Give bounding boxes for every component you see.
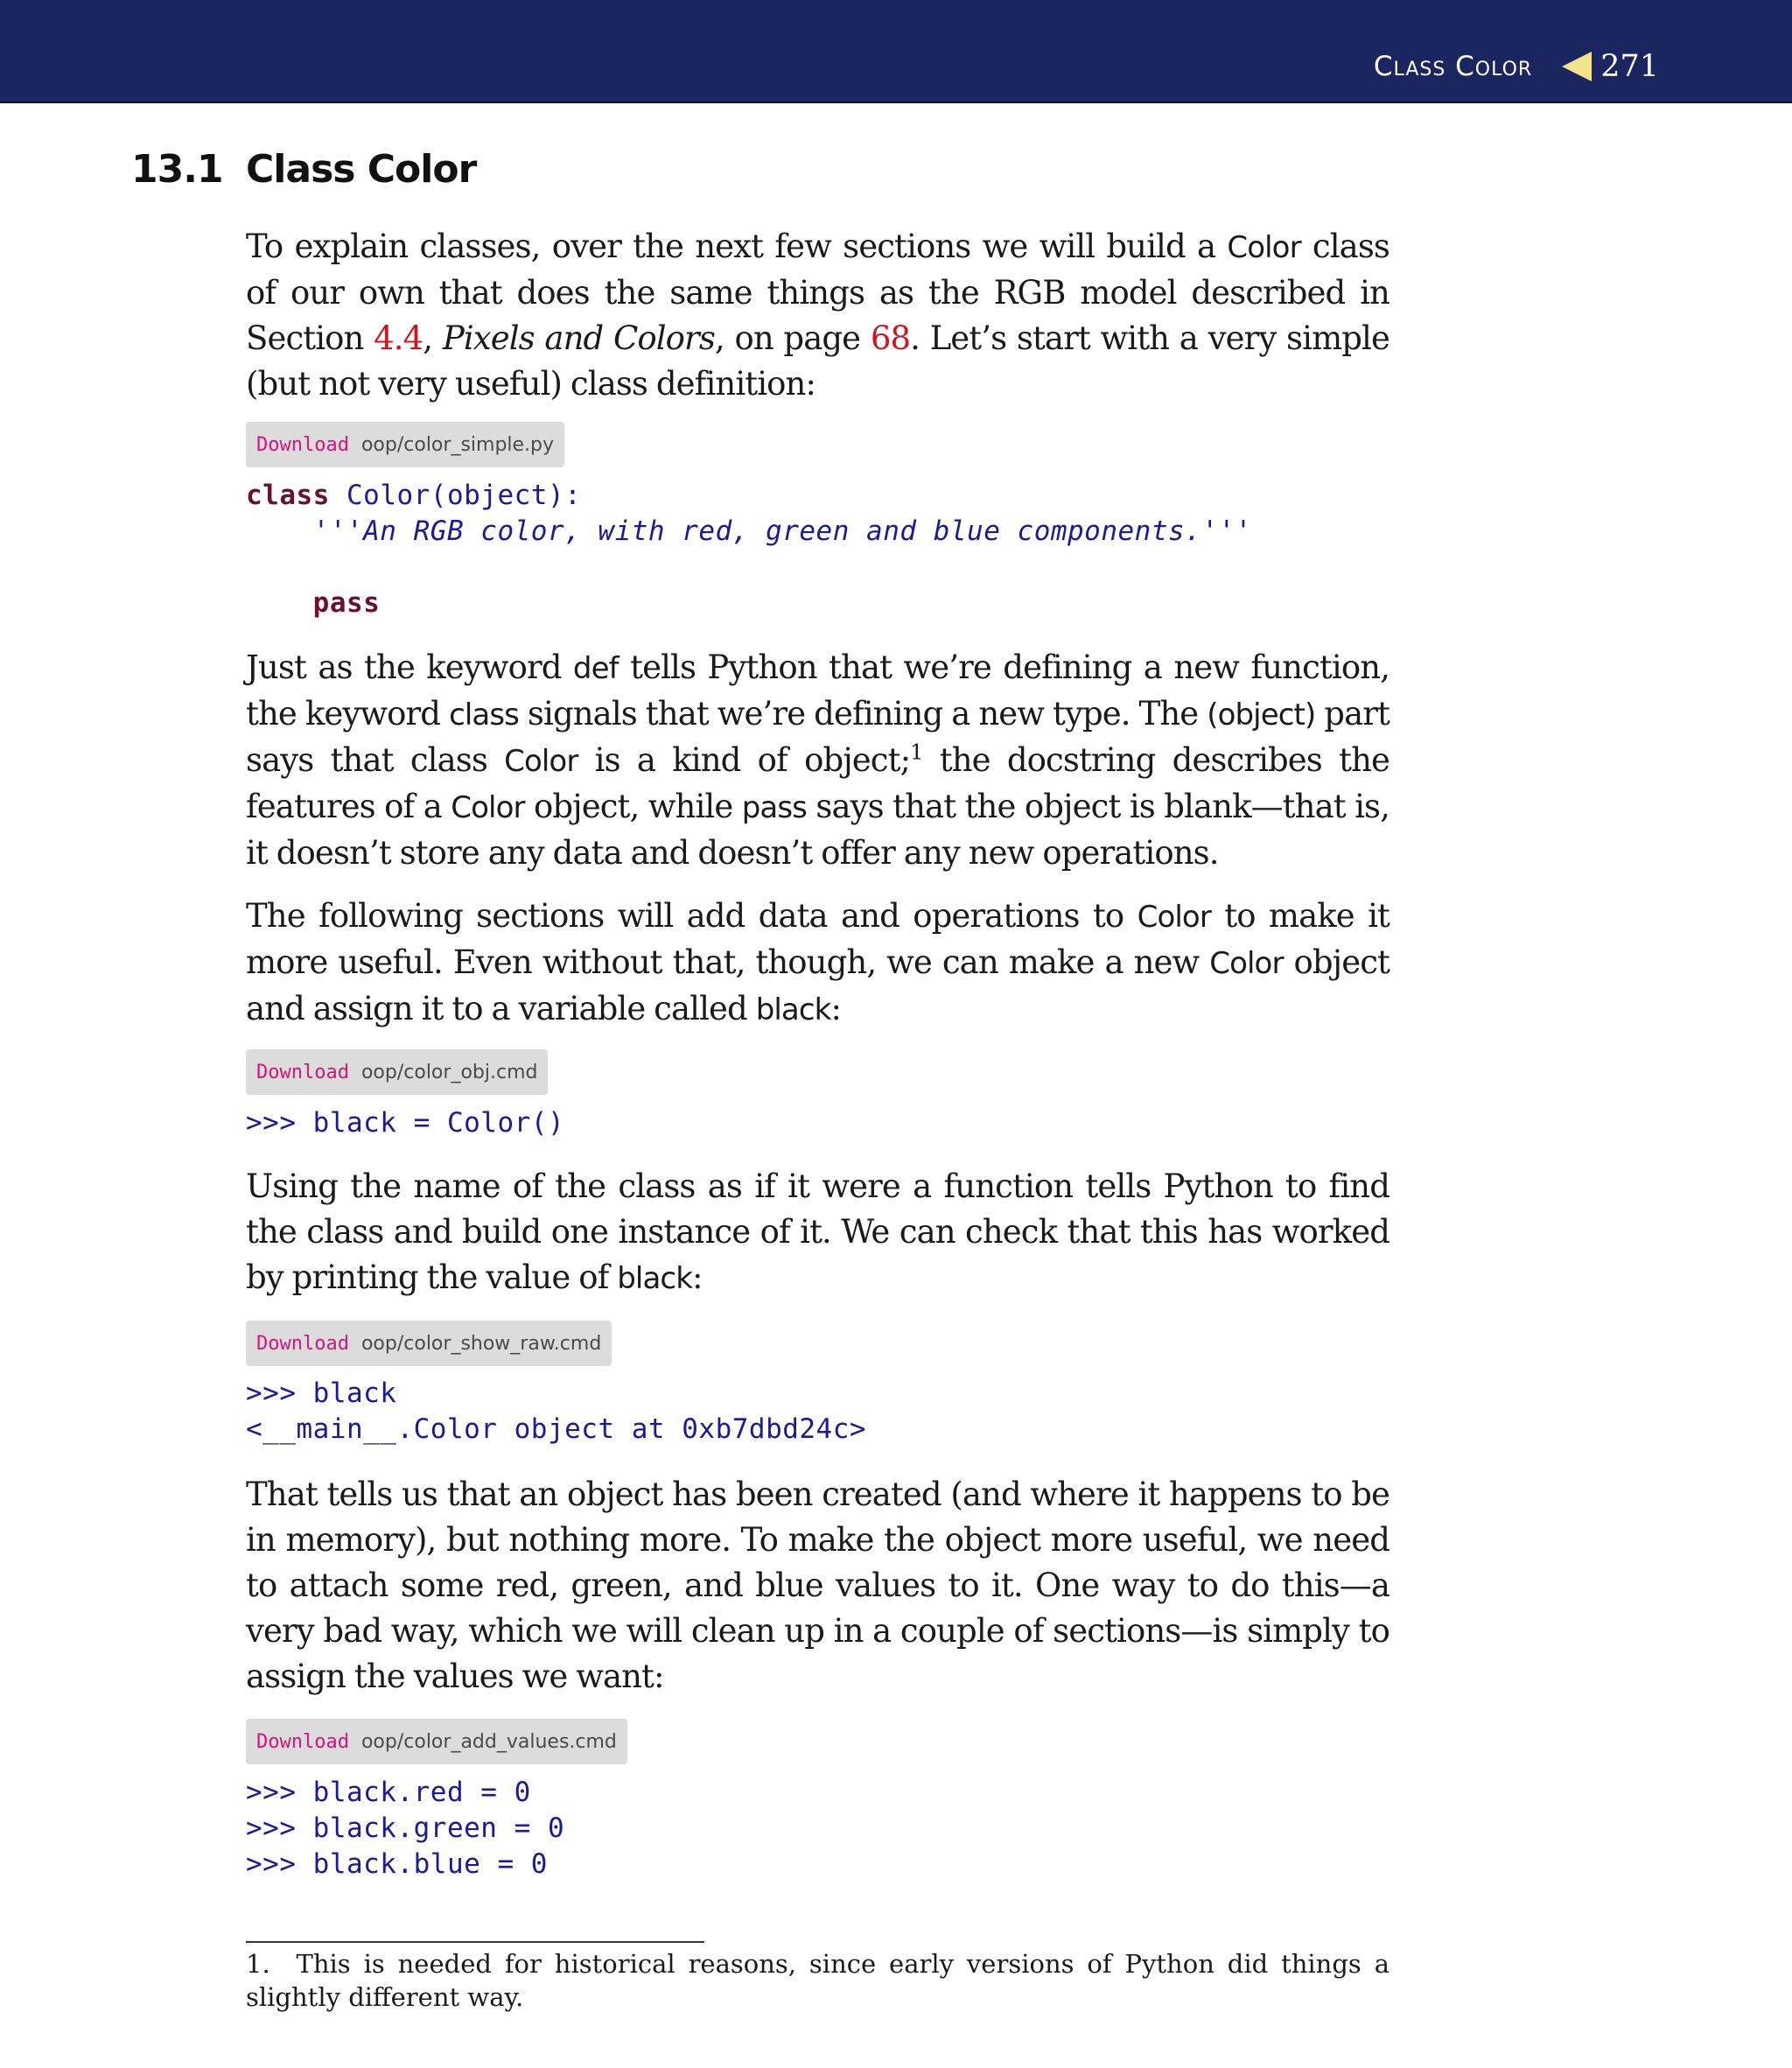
download-tag[interactable] — [246, 1321, 612, 1366]
paragraph-5: That tells us that an object has been created (and where it happens to be in memory), but nothing more. To make the object more useful, we need to attach some red, green, and blue values to it. One way to do this—a very bad way, which we will clean up in a couple of sections—is simply to assign the values we want: — [246, 1476, 1390, 1695]
code-block: >>> black = Color() — [246, 1107, 565, 1139]
class-name: Color — [1227, 230, 1301, 265]
code-block: class Color(object): '''An RGB color, with red, green and blue components.''' pass — [246, 480, 1252, 619]
download-tag[interactable] — [246, 422, 564, 467]
download-label[interactable]: Download — [256, 433, 349, 456]
running-head — [1374, 49, 1659, 84]
running-title: Class Color — [1373, 51, 1533, 82]
section-title-ref: Pixels and Colors — [442, 319, 715, 357]
page-number: 271 — [1600, 49, 1659, 84]
download-label[interactable]: Download — [256, 1061, 349, 1083]
section-link[interactable]: 4.4 — [374, 319, 424, 357]
section-heading — [131, 147, 476, 192]
download-path: oop/color_obj.cmd — [360, 1061, 538, 1083]
download-tag[interactable] — [246, 1049, 548, 1095]
download-label[interactable]: Download — [256, 1730, 349, 1753]
download-tag[interactable] — [246, 1719, 627, 1764]
download-label[interactable]: Download — [256, 1332, 349, 1355]
footnote-rule — [246, 1941, 704, 1943]
code-block: >>> black <__main__.Color object at 0xb7dbd24c> — [246, 1377, 867, 1445]
left-triangle-icon — [1562, 52, 1592, 81]
code-block: >>> black.red = 0 >>> black.green = 0 >>> black.blue = 0 — [246, 1777, 565, 1880]
download-path: oop/color_add_values.cmd — [360, 1730, 617, 1753]
download-path: oop/color_simple.py — [360, 433, 555, 456]
page-link[interactable]: 68 — [870, 319, 911, 357]
paragraph-1: To explain classes, over the next few sections we will build a Color class of our own that does the same things as the RGB model described in Section 4.4, Pixels and Colors, on page 68. Let’s start with a very simple (but not very useful) class definition: — [246, 228, 1390, 403]
footnote — [246, 1947, 1390, 2014]
paragraph-2: Just as the keyword def tells Python that we’re defining a new function, the keyword class signals that we’re defining a new type. The (object) part says that class Color is a kind of object;$^1$ the docstring describes the features of a Color object, while pass says that the object is blank—that is, it doesn’t store any data and doesn’t offer any new operations. — [246, 648, 1390, 872]
section-title: Class Color — [246, 147, 477, 192]
paragraph-4: Using the name of the class as if it were a function tells Python to find the class and build one instance of it. We can check that this has worked by printing the value of black: — [246, 1167, 1390, 1296]
download-path: oop/color_show_raw.cmd — [360, 1332, 602, 1355]
footnote-marker[interactable]: 1 — [910, 740, 923, 765]
paragraph-3: The following sections will add data and operations to Color to make it more useful. Even without that, though, we can make a new Color object and assign it to a variable called black: — [246, 897, 1390, 1027]
footnote-number: 1. — [246, 1949, 270, 1979]
section-number: 13.1 — [131, 147, 223, 192]
footnote-text: This is needed for historical reasons, since early versions of Python did things a slightly different way. — [246, 1949, 1390, 2012]
